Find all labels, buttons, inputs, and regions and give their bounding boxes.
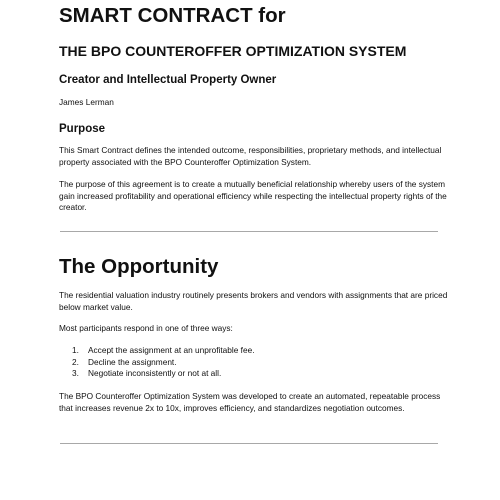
section-divider	[60, 231, 438, 232]
list-item-text: Decline the assignment.	[88, 356, 177, 367]
list-item	[72, 357, 442, 369]
list-item-number: 3.	[72, 368, 79, 379]
opportunity-paragraph-2: Most participants respond in one of three ways:	[59, 323, 233, 333]
list-item	[72, 345, 442, 357]
list-item-number: 1.	[72, 345, 79, 355]
section-divider	[60, 443, 438, 444]
opportunity-paragraph-3: The BPO Counteroffer Optimization System was developed to create an automated, repeatable process that increases revenue 2x to 10x, improves efficiency, and standardizes negotiation outcomes.	[59, 391, 441, 413]
document-title: SMART CONTRACT for	[59, 4, 286, 27]
purpose-heading: Purpose	[59, 123, 106, 135]
document-subtitle: THE BPO COUNTEROFFER OPTIMIZATION SYSTEM	[59, 43, 407, 59]
purpose-paragraph-2: The purpose of this agreement is to create a mutually beneficial relationship whereby users of the system gain increased profitability and operational efficiency while respecting the intellectual property rights of the creator.	[59, 179, 447, 213]
purpose-paragraph-1: This Smart Contract defines the intended outcome, responsibilities, proprietary methods, and intellectual property associated with the BPO Counteroffer Optimization System.	[59, 145, 442, 167]
list-item-text: Negotiate inconsistently or not at all.	[88, 368, 222, 379]
list-item-number: 2.	[72, 356, 79, 367]
response-options-list	[72, 345, 442, 380]
opportunity-heading: The Opportunity	[59, 255, 219, 278]
creator-name: James Lerman	[59, 97, 114, 107]
opportunity-paragraph-1: The residential valuation industry routinely presents brokers and vendors with assignments that are priced below market value.	[59, 290, 448, 312]
creator-heading: Creator and Intellectual Property Owner	[59, 74, 277, 86]
list-item	[72, 368, 442, 380]
list-item-text: Accept the assignment at an unprofitable fee.	[88, 345, 255, 355]
